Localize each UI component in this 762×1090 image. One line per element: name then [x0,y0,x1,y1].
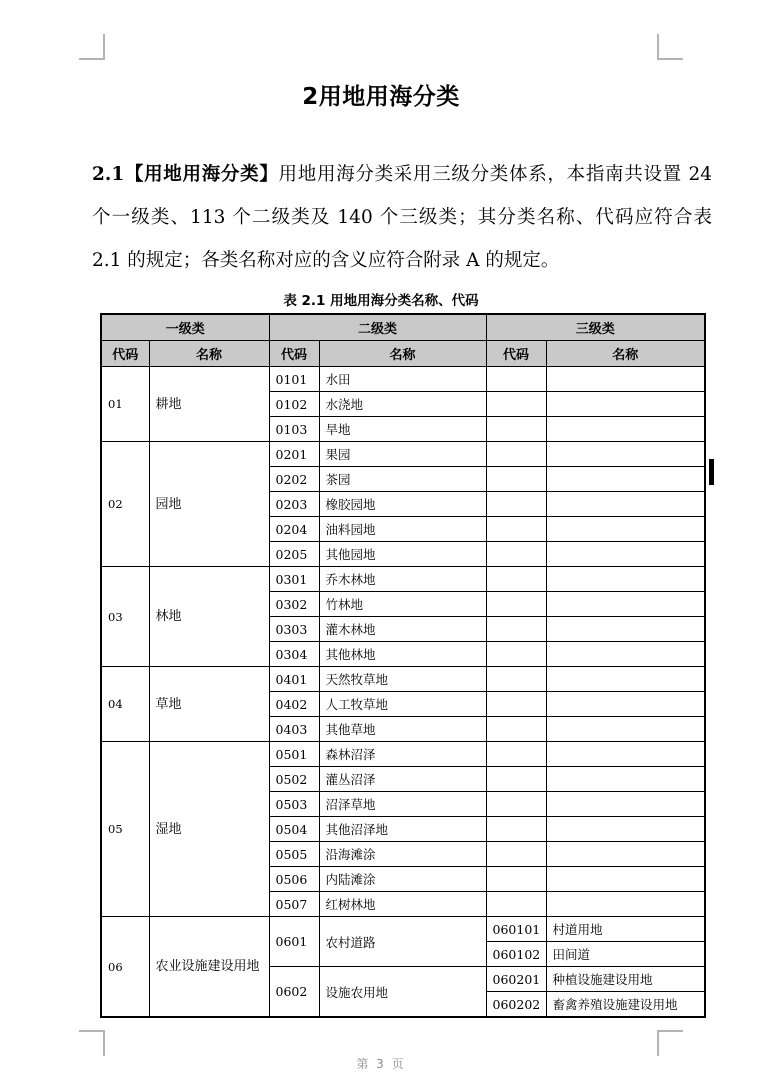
cell-level3-code-empty [486,367,546,392]
cell-level3-code-empty [486,842,546,867]
sub-header-level2-name: 名称 [319,341,486,367]
cell-level2-name: 红树林地 [319,892,486,917]
cell-level3-code-empty [486,742,546,767]
table-group-header-row [101,314,705,341]
cell-level3-code-empty [486,517,546,542]
cell-level3-code-empty [486,567,546,592]
cell-level3-code-empty [486,467,546,492]
cell-level3-code-empty [486,817,546,842]
cell-level3-code-empty [486,442,546,467]
cell-level2-name: 人工牧草地 [319,692,486,717]
cell-level1-code: 05 [101,742,149,917]
clause-paragraph [92,153,712,282]
cell-level3-code-empty [486,767,546,792]
cell-level3-name-empty [546,592,705,617]
cell-level3-code-empty [486,617,546,642]
cell-level3-name-empty [546,642,705,667]
cell-level3-name-empty [546,492,705,517]
table-caption: 表 2.1 用地用海分类名称、代码 [283,293,479,309]
cell-level2-code: 0204 [269,517,319,542]
cell-level3-name-empty [546,567,705,592]
cell-level2-name: 灌木林地 [319,617,486,642]
cell-level2-name: 其他沼泽地 [319,817,486,842]
cell-level3-code-empty [486,492,546,517]
cell-level2-code: 0301 [269,567,319,592]
cell-level2-name: 水浇地 [319,392,486,417]
cell-level2-code: 0503 [269,792,319,817]
table-row [101,367,705,392]
cell-level2-name: 果园 [319,442,486,467]
cell-level3-code-empty [486,792,546,817]
cell-level2-name: 其他园地 [319,542,486,567]
sub-header-level3-name: 名称 [546,341,705,367]
cell-level2-code: 0505 [269,842,319,867]
crop-mark-top-right-icon [657,34,683,60]
sub-header-level1-code: 代码 [101,341,149,367]
cell-level3-name-empty [546,842,705,867]
cell-level3-name: 村道用地 [546,917,705,942]
cell-level2-code: 0401 [269,667,319,692]
cell-level3-name: 畜禽养殖设施建设用地 [546,992,705,1018]
cell-level2-code: 0504 [269,817,319,842]
cell-level2-name: 设施农用地 [319,967,486,1018]
cell-level3-name-empty [546,442,705,467]
cell-level3-code-empty [486,717,546,742]
cell-level1-code: 04 [101,667,149,742]
crop-mark-bottom-left-icon [79,1030,105,1056]
cell-level1-code: 03 [101,567,149,667]
cell-level1-code: 02 [101,442,149,567]
table-body [101,367,705,1018]
cell-level3-name-empty [546,517,705,542]
cell-level2-code: 0202 [269,467,319,492]
cell-level2-name: 其他草地 [319,717,486,742]
cell-level3-name-empty [546,667,705,692]
cell-level2-name: 乔木林地 [319,567,486,592]
cell-level3-code-empty [486,417,546,442]
cell-level3-code: 060201 [486,967,546,992]
cell-level2-code: 0201 [269,442,319,467]
cell-level2-name: 其他林地 [319,642,486,667]
cell-level1-name: 农业设施建设用地 [149,917,269,1018]
cell-level3-name-empty [546,417,705,442]
group-header-level1: 一级类 [101,314,269,341]
edge-revision-bar-icon [709,459,714,485]
table-sub-header-row [101,341,705,367]
cell-level2-name: 旱地 [319,417,486,442]
cell-level3-name-empty [546,892,705,917]
crop-mark-top-left-icon [79,34,105,60]
cell-level2-name: 天然牧草地 [319,667,486,692]
cell-level2-name: 油料园地 [319,517,486,542]
cell-level2-code: 0602 [269,967,319,1018]
table-row [101,567,705,592]
cell-level2-code: 0303 [269,617,319,642]
classification-table [100,313,706,1018]
cell-level2-code: 0205 [269,542,319,567]
cell-level1-name: 园地 [149,442,269,567]
cell-level2-code: 0506 [269,867,319,892]
page-title: 2用地用海分类 [302,84,460,111]
cell-level3-name-empty [546,367,705,392]
cell-level3-code-empty [486,892,546,917]
cell-level3-code-empty [486,867,546,892]
cell-level3-name: 种植设施建设用地 [546,967,705,992]
cell-level3-name-empty [546,742,705,767]
cell-level2-name: 橡胶园地 [319,492,486,517]
cell-level3-name-empty [546,792,705,817]
cell-level2-code: 0302 [269,592,319,617]
cell-level3-name-empty [546,767,705,792]
cell-level2-name: 茶园 [319,467,486,492]
cell-level2-code: 0203 [269,492,319,517]
cell-level2-code: 0102 [269,392,319,417]
group-header-level2: 二级类 [269,314,486,341]
cell-level1-name: 林地 [149,567,269,667]
cell-level3-name: 田间道 [546,942,705,967]
cell-level2-code: 0501 [269,742,319,767]
cell-level2-code: 0402 [269,692,319,717]
cell-level3-code-empty [486,642,546,667]
cell-level2-name: 灌丛沼泽 [319,767,486,792]
cell-level3-code-empty [486,592,546,617]
cell-level3-code-empty [486,542,546,567]
cell-level3-name-empty [546,717,705,742]
table-row [101,442,705,467]
crop-mark-bottom-right-icon [657,1030,683,1056]
table-header [101,314,705,367]
cell-level3-name-empty [546,692,705,717]
cell-level2-name: 农村道路 [319,917,486,967]
cell-level1-name: 湿地 [149,742,269,917]
cell-level3-name-empty [546,542,705,567]
table-row [101,667,705,692]
cell-level2-name: 森林沼泽 [319,742,486,767]
cell-level2-code: 0101 [269,367,319,392]
cell-level1-code: 06 [101,917,149,1018]
group-header-level3: 三级类 [486,314,705,341]
cell-level3-name-empty [546,392,705,417]
cell-level2-name: 水田 [319,367,486,392]
sub-header-level3-code: 代码 [486,341,546,367]
cell-level3-name-empty [546,467,705,492]
cell-level3-name-empty [546,867,705,892]
sub-header-level1-name: 名称 [149,341,269,367]
cell-level3-name-empty [546,617,705,642]
cell-level2-code: 0403 [269,717,319,742]
cell-level3-code-empty [486,692,546,717]
cell-level2-code: 0601 [269,917,319,967]
cell-level3-code-empty [486,392,546,417]
cell-level2-name: 沼泽草地 [319,792,486,817]
cell-level3-name-empty [546,817,705,842]
sub-header-level2-code: 代码 [269,341,319,367]
cell-level1-code: 01 [101,367,149,442]
cell-level2-code: 0507 [269,892,319,917]
clause-body-text: 用地用海分类采用三级分类体系，本指南共设置 24 个一级类、113 个二级类及 140 个三级类；其分类名称、代码应符合表 2.1 的规定；各类名称对应的含义应符合附录 A 的规定。 [92,163,712,271]
table-row [101,917,705,942]
page-footer: 第 3 页 [356,1057,406,1071]
cell-level1-name: 草地 [149,667,269,742]
cell-level2-name: 竹林地 [319,592,486,617]
cell-level2-code: 0502 [269,767,319,792]
table-row [101,742,705,767]
cell-level3-code: 060102 [486,942,546,967]
cell-level3-code-empty [486,667,546,692]
cell-level3-code: 060101 [486,917,546,942]
cell-level2-code: 0304 [269,642,319,667]
cell-level2-name: 内陆滩涂 [319,867,486,892]
cell-level2-name: 沿海滩涂 [319,842,486,867]
cell-level3-code: 060202 [486,992,546,1018]
cell-level2-code: 0103 [269,417,319,442]
classification-table-wrapper [100,313,704,1018]
cell-level1-name: 耕地 [149,367,269,442]
clause-lead-label: 2.1【用地用海分类】 [92,163,279,185]
